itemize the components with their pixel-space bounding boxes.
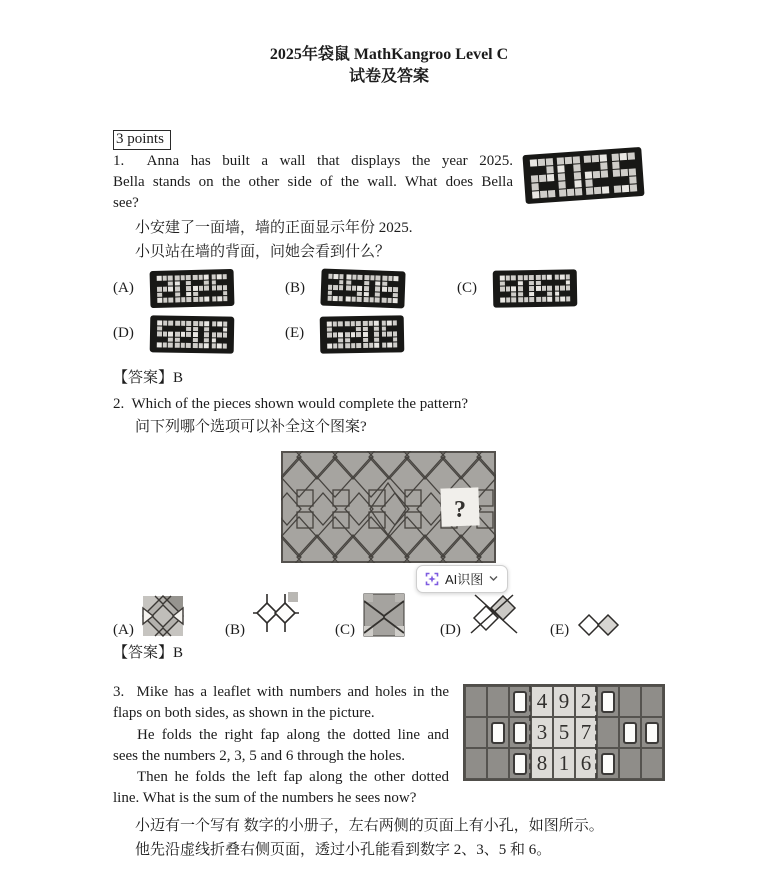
leaflet-dark-cell — [641, 686, 663, 717]
q1-option-d-image — [150, 315, 235, 353]
q3-line: sees the numbers 2, 3, 5 and 6 through the holes. — [113, 747, 406, 764]
pattern-lattice — [281, 451, 496, 563]
q2-option-a — [113, 595, 225, 639]
option-label: (A) — [113, 622, 134, 638]
leaflet-hole-cell — [619, 717, 641, 748]
leaflet-hole — [601, 753, 615, 775]
leaflet-hole-cell — [509, 686, 531, 717]
q1-option-d — [113, 316, 285, 353]
leaflet-hole-cell — [487, 717, 509, 748]
leaflet-hole — [623, 722, 637, 744]
option-label: (D) — [440, 622, 461, 638]
q3-line: flaps on both sides, as shown in the picture. — [113, 705, 375, 722]
q1-options — [113, 270, 665, 352]
leaflet-number-cell: 1 — [553, 748, 575, 779]
q1-option-a-image — [149, 269, 234, 308]
q2-option-c — [335, 593, 440, 639]
leaflet-number-cell: 3 — [531, 717, 553, 748]
q2-option-e — [550, 613, 665, 639]
leaflet-number-cell: 7 — [575, 717, 597, 748]
fold-dotted-line-right — [595, 686, 597, 779]
ai-button-label: AI识图 — [445, 572, 484, 587]
q3-line: Then he folds the left fap along the other dotted — [137, 769, 449, 786]
question-3 — [113, 682, 665, 810]
leaflet-hole — [513, 691, 527, 713]
leaflet-dark-cell — [641, 748, 663, 779]
q2-option-b — [225, 589, 335, 639]
q2-option-d — [440, 593, 550, 639]
leaflet-hole-cell — [597, 686, 619, 717]
page-subtitle: 试卷及答案 — [348, 68, 429, 85]
leaflet-image — [463, 682, 665, 810]
exam-page — [113, 44, 665, 862]
pattern-image — [281, 451, 496, 563]
leaflet-dark-cell — [487, 748, 509, 779]
q1-option-e-image — [320, 315, 405, 353]
q2-line-cn: 问下列哪个选项可以补全这个图案? — [135, 419, 367, 435]
q1-line: see? — [113, 195, 139, 211]
q1-option-b — [285, 270, 457, 307]
question-1-text — [113, 151, 513, 264]
option-label: (B) — [225, 622, 245, 638]
leaflet-hole — [513, 722, 527, 744]
q1-option-b-image — [320, 269, 405, 308]
fold-dotted-line-left — [529, 686, 531, 779]
question-3-text — [113, 682, 449, 810]
leaflet-number-cell: 5 — [553, 717, 575, 748]
q1-line: Bella stands on the other side of the wall. What does Bella — [113, 174, 513, 190]
option-label: (E) — [285, 325, 305, 342]
q2-options — [113, 572, 665, 639]
leaflet-number-cell: 9 — [553, 686, 575, 717]
leaflet-grid — [463, 684, 665, 781]
option-label: (C) — [457, 279, 477, 296]
leaflet-number-cell: 8 — [531, 748, 553, 779]
leaflet-hole-cell — [509, 748, 531, 779]
question-1 — [113, 151, 665, 264]
option-label: (B) — [285, 279, 305, 296]
leaflet-dark-cell — [465, 748, 487, 779]
q2-option-d-image — [469, 593, 519, 637]
q3-line: 3. Mike has a leaflet with numbers and holes in the — [113, 684, 449, 700]
leaflet-dark-cell — [465, 717, 487, 748]
q1-line: 1. Anna has built a wall that displays the year 2025. — [113, 153, 513, 169]
chevron-down-icon — [489, 575, 498, 582]
q3-line: line. What is the sum of the numbers he sees now? — [113, 790, 417, 807]
wall-2025-display-image — [523, 147, 645, 204]
leaflet-dark-cell — [465, 686, 487, 717]
leaflet-number-cell: 6 — [575, 748, 597, 779]
leaflet-hole-cell — [641, 717, 663, 748]
leaflet-dark-cell — [487, 686, 509, 717]
ai-recognize-button[interactable] — [416, 565, 508, 593]
leaflet-dark-cell — [619, 748, 641, 779]
page-title: 2025年袋鼠 MathKangroo Level C — [269, 46, 509, 63]
leaflet-hole-cell — [597, 748, 619, 779]
q1-option-a — [113, 270, 285, 307]
leaflet-number-cell: 2 — [575, 686, 597, 717]
option-label: (D) — [113, 325, 134, 342]
svg-text:?: ? — [454, 497, 466, 523]
option-label: (A) — [113, 279, 134, 296]
option-label: (C) — [335, 622, 355, 638]
points-badge: 3 points — [113, 130, 171, 150]
leaflet-hole-cell — [509, 717, 531, 748]
q2-option-c-image — [363, 593, 405, 637]
q1-option-c — [457, 270, 665, 307]
q1-option-c-image — [493, 269, 578, 307]
q2-option-b-image — [253, 589, 299, 637]
q1-line-cn: 小贝站在墙的背面，问她会看到什么？ — [135, 244, 391, 260]
leaflet-dark-cell — [597, 717, 619, 748]
ai-scan-sparkle-icon — [425, 572, 439, 586]
q1-line-cn: 小安建了一面墙，墙的正面显示年份 2025. — [135, 220, 413, 236]
leaflet-hole — [491, 722, 505, 744]
q1-figure-column — [513, 151, 665, 264]
leaflet-hole — [601, 691, 615, 713]
option-label: (E) — [550, 622, 570, 638]
leaflet-hole — [513, 753, 527, 775]
q3-line-cn: 他先沿虚线折叠右侧页面，透过小孔能看到数字 2、3、5 和 6。 — [135, 841, 552, 858]
q2-option-e-image — [577, 613, 621, 637]
q3-line-cn: 小迈有一个写有 数字的小册子，左右两侧的页面上有小孔，如图所示。 — [135, 817, 604, 834]
leaflet-number-cell: 4 — [531, 686, 553, 717]
q2-option-a-image — [142, 595, 184, 637]
q2-answer: 【答案】B — [113, 645, 184, 661]
q1-answer: 【答案】B — [113, 370, 184, 386]
question-2-text: 2. Which of the pieces shown would complete the pattern? — [113, 396, 469, 412]
q1-option-e — [285, 316, 457, 353]
q3-line: He folds the right fap along the dotted line and — [137, 726, 449, 743]
leaflet-hole — [645, 722, 659, 744]
leaflet-dark-cell — [619, 686, 641, 717]
